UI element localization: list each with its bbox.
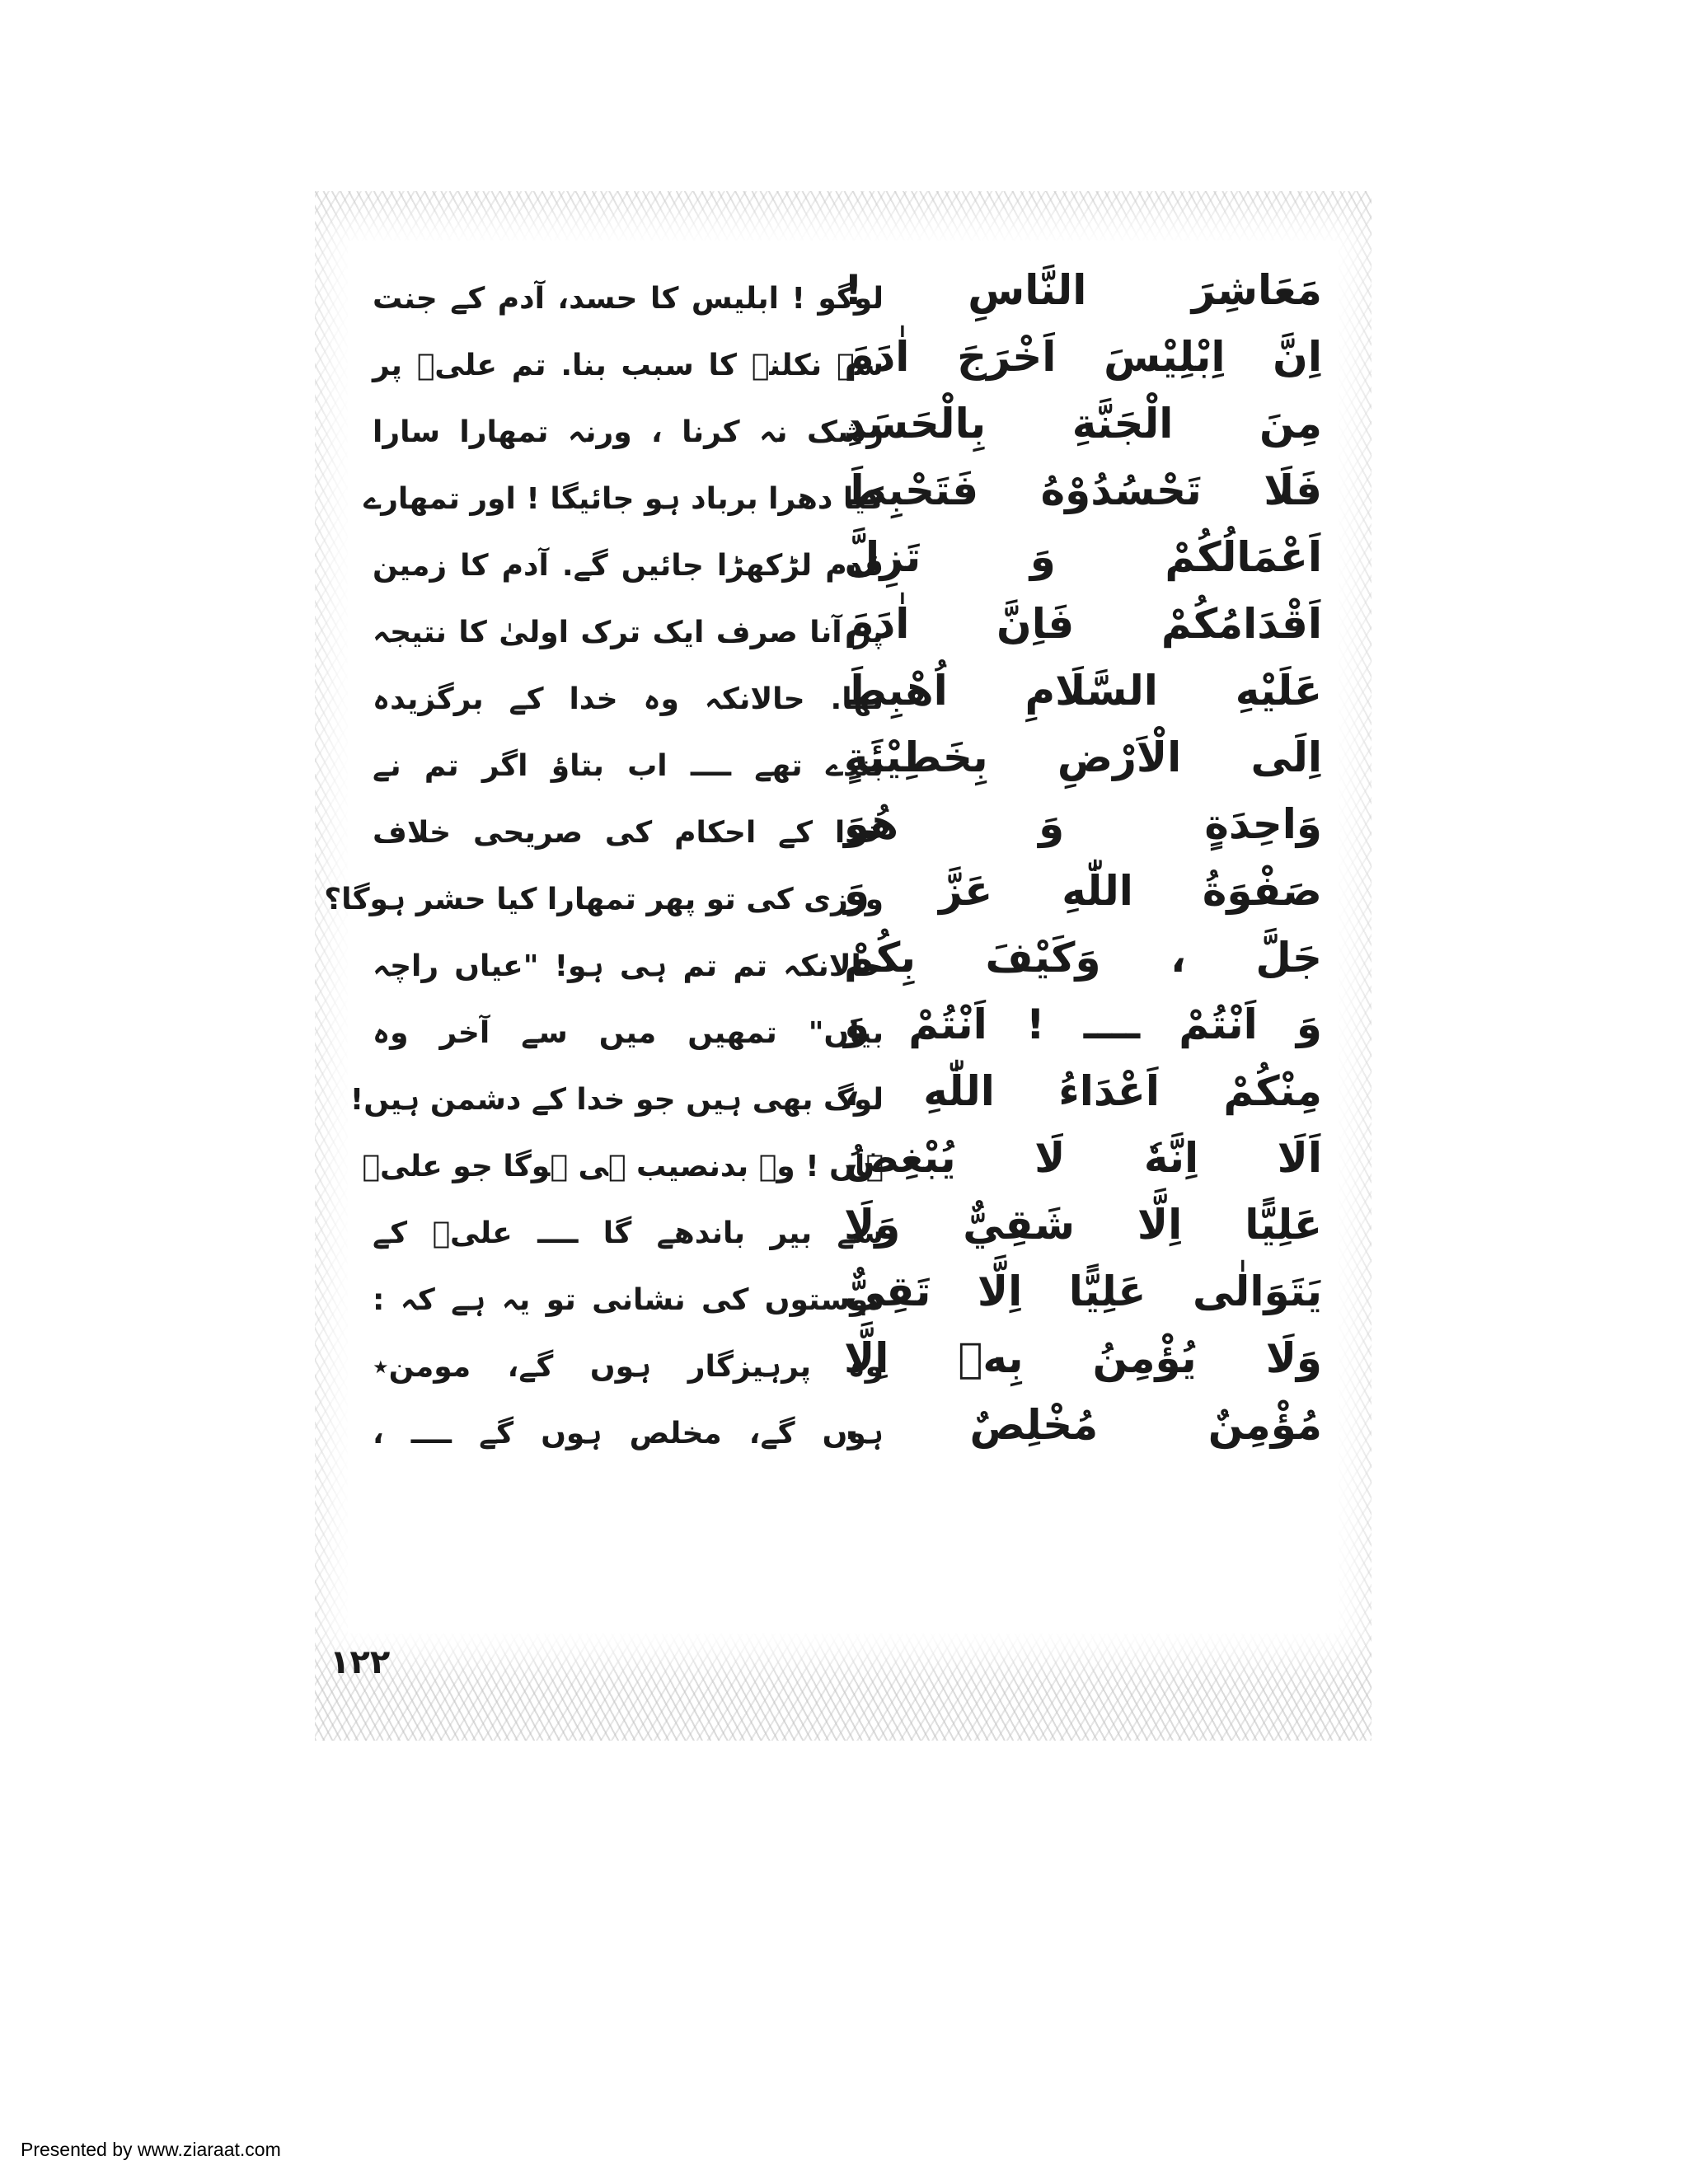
arabic-line: مِنْكُمْ اَعْدَاءُ اللّٰهِ ، — [844, 1067, 1322, 1115]
arabic-line: فَلَا تَحْسُدُوْهُ فَتَحْبِطَ — [844, 466, 1322, 514]
urdu-line: بندے تھے ــــ اب بتاؤ اگر تم نے — [373, 749, 884, 783]
arabic-line: اِنَّ اِبْلِيْسَ اَخْرَجَ اٰدَمَ — [844, 333, 1322, 381]
urdu-line: کیا دھرا برباد ہو جائیگا ! اور تمھارے — [363, 482, 884, 516]
arabic-line: جَلَّ ، وَكَيْفَ بِكُمْ — [844, 934, 1322, 982]
footer-credit: Presented by www.ziaraat.com — [21, 2139, 281, 2160]
page-content-area — [324, 241, 1339, 1633]
urdu-line: حالانکہ تم تم ہی ہو! "عیاں راچہ — [373, 949, 884, 983]
urdu-line: پر آنا صرف ایک ترک اولیٰ کا نتیجہ — [373, 616, 884, 649]
urdu-line: لوگو ! ابلیس کا حسد، آدم کے جنت — [373, 282, 884, 316]
page-number: ۱۲۲ — [330, 1643, 391, 1681]
arabic-line: صَفْوَةُ اللّٰهِ عَزَّ وَ — [844, 867, 1322, 915]
urdu-line: سے بیر باندھے گا ــــ علیؑ کے — [373, 1216, 884, 1250]
book-page-scan — [315, 191, 1372, 1741]
urdu-translation-column — [324, 265, 884, 1467]
urdu-line: دوستوں کی نشانی تو یہ ہے کہ : — [373, 1283, 884, 1317]
urdu-line: ہاں ! وہ بدنصیب ہی ہوگا جو علیؑ — [362, 1150, 884, 1183]
arabic-line: مَعَاشِرَ النَّاسِ ! — [844, 266, 1322, 314]
arabic-line: عَلَيْهِ السَّلَامِ اُهْبِطَ — [844, 667, 1322, 715]
urdu-line: لوگ بھی ہیں جو خدا کے دشمن ہیں! — [349, 1083, 884, 1117]
arabic-line: وَ اَنْتُمْ ــــ ! اَنْتُمْ وَ — [844, 1001, 1322, 1048]
arabic-line: يَتَوَالٰى عَلِيًّا اِلَّا تَقِيٌّ — [844, 1268, 1322, 1315]
urdu-line: قدم لڑکھڑا جائیں گے. آدم کا زمین — [373, 549, 884, 583]
arabic-line: اَلَا اِنَّهٗ لَا يُبْغِضُ — [844, 1134, 1322, 1182]
arabic-text-column — [844, 257, 1322, 1459]
urdu-line: بیاں" تمھیں میں سے آخر وہ — [373, 1016, 884, 1050]
arabic-line: عَلِيًّا اِلَّا شَقِيٌّ وَلَا — [844, 1201, 1322, 1249]
arabic-line: وَاحِدَةٍ وَ هُوَ — [844, 800, 1322, 848]
arabic-line: اَعْمَالُكُمْ وَ تَزِلَّ — [844, 533, 1322, 581]
arabic-line: وَلَا يُؤْمِنُ بِهٖ اِلَّا — [844, 1334, 1322, 1382]
urdu-line: ہوں گے، مخلص ہوں گے ــــ ، — [373, 1417, 884, 1451]
urdu-line: سے نکلنے کا سبب بنا. تم علیؑ پر — [373, 349, 884, 382]
urdu-line: تھا. حالانکہ وہ خدا کے برگزیدہ — [373, 682, 884, 716]
arabic-line: اَقْدَامُكُمْ فَاِنَّ اٰدَمَ — [844, 600, 1322, 648]
urdu-line: ورزی کی تو پھر تمھارا کیا حشر ہوگا؟ — [324, 883, 884, 916]
urdu-line: رشک نہ کرنا ، ورنہ تمھارا سارا — [373, 415, 884, 449]
arabic-line: مِنَ الْجَنَّةِ بِالْحَسَدِ — [844, 400, 1322, 448]
urdu-line: وہ پرہیزگار ہوں گے، مومن٭ — [373, 1350, 884, 1384]
arabic-line: مُؤْمِنٌ مُخْلِصٌ . — [844, 1401, 1322, 1449]
arabic-line: اِلَى الْاَرْضِ بِخَطِيْئَةٍ — [844, 733, 1322, 781]
urdu-line: خدا کے احکام کی صریحی خلاف — [373, 816, 884, 850]
